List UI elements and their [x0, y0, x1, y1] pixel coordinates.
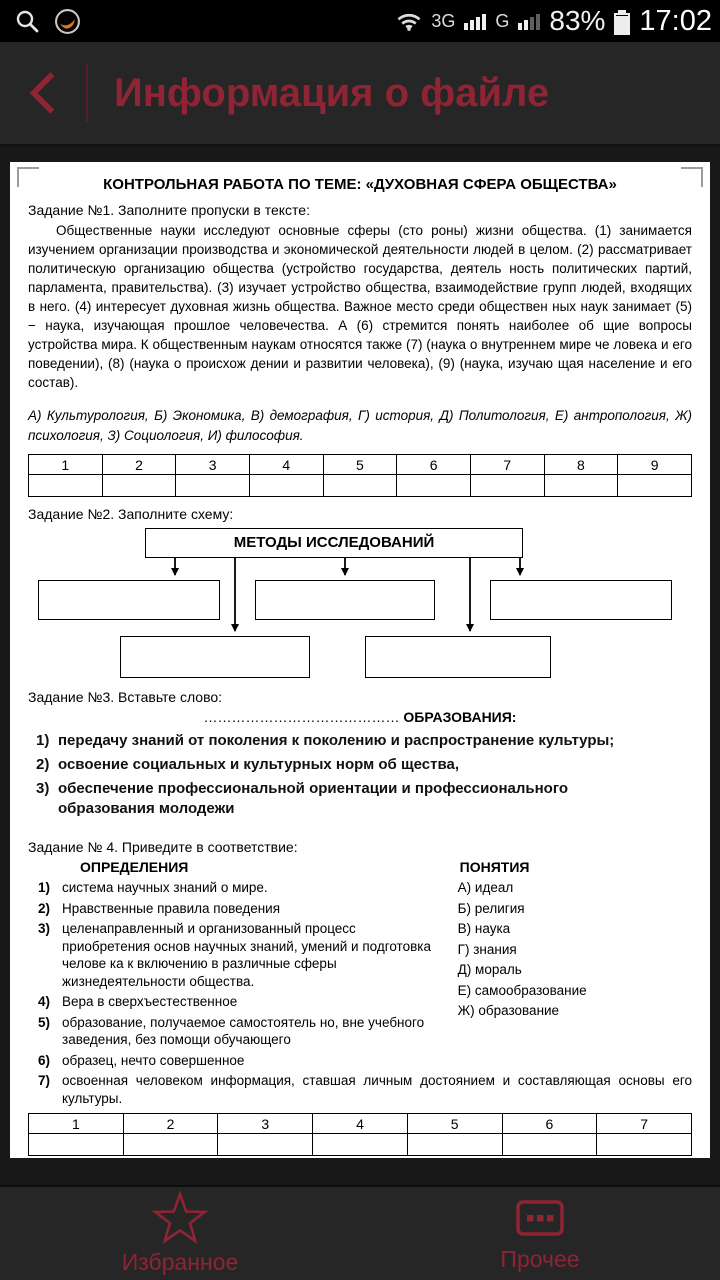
battery-icon: [614, 10, 630, 35]
answer-table-task4: [28, 1113, 692, 1156]
task1-options: А) Культурология, Б) Экономика, В) демография, Г) история, Д) Политология, Е) антропология, Ж) психология, З) Социология, И) философия.: [28, 408, 692, 443]
list-item: 6) образец, нечто совершенное: [38, 1052, 245, 1068]
task2-heading: Задание №2. Заполните схему:: [28, 506, 234, 522]
signal-bars-icon: [464, 12, 486, 30]
table-cell: 5: [407, 1114, 502, 1134]
list-item: Д) мораль: [457, 962, 522, 977]
table-cell: 5: [323, 455, 397, 475]
task1-heading: Задание №1. Заполните пропуски в тексте:: [28, 202, 310, 218]
table-cell: 3: [218, 1114, 313, 1134]
task3-heading: Задание №3. Вставьте слово:: [28, 689, 223, 705]
document-title: КОНТРОЛЬНАЯ РАБОТА ПО ТЕМЕ: «ДУХОВНАЯ СФЕРА ОБЩЕСТВА»: [103, 176, 617, 193]
nav-other-label: Прочее: [500, 1246, 580, 1272]
task4-columns: [28, 879, 692, 1072]
table-cell: 3: [176, 455, 250, 475]
list-item: 2) освоение социальных и культурных норм об щества,: [36, 756, 459, 773]
definitions-list: [28, 879, 440, 1072]
table-cell: 4: [313, 1114, 408, 1134]
status-bar: [0, 0, 720, 42]
list-item: Г) знания: [457, 941, 517, 957]
table-cell: 1: [29, 455, 103, 475]
table-cell: 2: [102, 455, 176, 475]
table-cell: 2: [123, 1114, 218, 1134]
nav-favorites-label: Избранное: [121, 1249, 239, 1275]
network-type-g: G: [495, 10, 510, 31]
clock: 17:02: [639, 4, 712, 37]
table-cell: 6: [397, 455, 471, 475]
page-corner-mark: [681, 167, 703, 187]
table-header-row: [29, 1114, 692, 1134]
status-indicators: [396, 5, 712, 38]
nav-other[interactable]: [360, 1187, 720, 1280]
fill-dots: ……………………………………: [203, 709, 400, 725]
table-cell: 7: [470, 455, 544, 475]
network-type-3g: 3G: [431, 10, 456, 31]
concepts-header: ПОНЯТИЯ: [459, 859, 530, 875]
table-cell: 1: [29, 1114, 124, 1134]
concepts-list: [440, 879, 692, 1072]
scheme-diagram: [28, 528, 692, 680]
list-item: Е) самообразование: [457, 982, 587, 998]
document-viewport[interactable]: [0, 146, 720, 1185]
task4-column-headers: [28, 859, 692, 875]
list-item: 5) образование, получаемое самостоятель но, вне учебного заведения, без помощи обучающего: [38, 1014, 425, 1047]
app-header: [0, 42, 720, 146]
answer-table-task1: [28, 454, 692, 497]
table-answer-row: [29, 1134, 692, 1156]
battery-percent: 83%: [549, 5, 606, 36]
table-answer-row: [29, 475, 692, 497]
task1-body: Общественные науки исследуют основные сферы (сто роны) жизни общества. (1) занимается изучением организации производства и экономической деятельности людей в целом. (2) рассматривает политическую организацию общества (устройство государства, деятель ность политических партий, парламента, правительства). (3) изучает устройство общества, взаимодействие групп людей, входящих в него. (4) интересует духовная жизнь общества. Важное место среди обществен ных наук занимает (5) − наука, изучающая прошлое человечества. А (6) стремится понять наиболее об щие вопросы устройства мира. К общественным наукам относятся также (7) (наука о внутреннем мире че ловека и его поведении), (8) (наука о происхож дении и развитии человека), (9) (наука, изучаю щая население и его состав).: [28, 223, 692, 390]
definitions-header: ОПРЕДЕЛЕНИЯ: [80, 859, 189, 875]
list-item: 4) Вера в сверхъестественное: [38, 994, 238, 1009]
scheme-box-empty: [38, 580, 220, 620]
list-item: 3) обеспечение профессиональной ориентации и профессионального образования молодежи: [36, 780, 569, 817]
more-icon: [514, 1194, 566, 1242]
wifi-icon: [396, 11, 422, 31]
task3-fill-line: [28, 709, 692, 725]
back-button[interactable]: [0, 42, 86, 144]
scheme-box-empty: [255, 580, 435, 620]
back-chevron-icon: [25, 68, 61, 118]
status-notification-area: [8, 8, 81, 35]
list-item: 7) освоенная человеком информация, ставшая личным достоянием и составляющая основы его культуры.: [38, 1073, 692, 1106]
table-cell: 7: [597, 1114, 692, 1134]
scheme-box-empty: [490, 580, 672, 620]
nav-favorites[interactable]: [0, 1187, 360, 1280]
fill-word: ОБРАЗОВАНИЯ:: [403, 709, 517, 725]
list-item: 1) система научных знаний о мире.: [38, 880, 268, 895]
list-item: В) наука: [457, 921, 511, 936]
page-title: Информация о файле: [114, 70, 550, 115]
list-item: Б) религия: [457, 900, 525, 916]
scheme-root-box: МЕТОДЫ ИССЛЕДОВАНИЙ: [145, 528, 523, 558]
signal-bars-icon-2: [518, 12, 540, 30]
star-icon: [152, 1191, 208, 1245]
notification-app-icon: [54, 8, 81, 35]
table-header-row: [29, 455, 692, 475]
list-item: А) идеал: [457, 880, 514, 895]
task4-heading: Задание № 4. Приведите в соответствие:: [28, 839, 298, 855]
scheme-box-empty: [365, 636, 551, 678]
list-item: 2) Нравственные правила поведения: [38, 900, 281, 916]
table-cell: 4: [249, 455, 323, 475]
bottom-nav: [0, 1185, 720, 1280]
list-item: Ж) образование: [457, 1003, 560, 1018]
document-page: [10, 162, 710, 1158]
table-cell: 6: [502, 1114, 597, 1134]
search-icon: [14, 8, 40, 34]
list-item: 3) целенаправленный и организованный процесс приобретения основ научных знаний, умений и подготовка челове ка к включению в различные сферы жизнедеятельности общества.: [38, 921, 431, 989]
page-corner-mark: [17, 167, 39, 187]
table-cell: 8: [544, 455, 618, 475]
list-item: 1) передачу знаний от поколения к поколению и распространение культуры;: [36, 732, 615, 749]
table-cell: 9: [618, 455, 692, 475]
scheme-box-empty: [120, 636, 310, 678]
